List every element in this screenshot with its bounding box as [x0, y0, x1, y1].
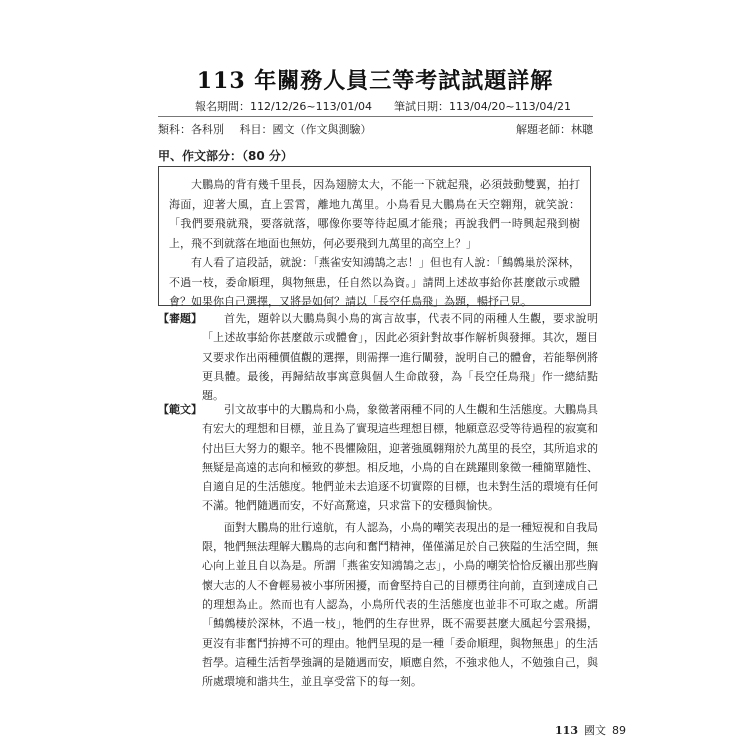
category: 類科：各科別: [158, 123, 224, 136]
prompt-paragraph: 有人看了這段話，就說：「燕雀安知鴻鵠之志！」但也有人說：「鷦鷯巢於深林，不過一枝，委命順理，與物無患，任自然以為資。」請問上述故事給你甚麼啟示或體會？如果你自己選擇，又將是如何？請以「長空任鳥飛」為題，暢抒己見。: [169, 256, 580, 308]
thesis-text: 首先，題幹以大鵬鳥與小鳥的寓言故事，代表不同的兩種人生觀，要求說明「上述故事給你甚麼啟示或體會」，因此必須針對故事作解析與發揮。其次，題目又要求作出兩種價值觀的選擇，則需擇一進行闡發，說明自己的體會，若能舉例將更具體。最後，再歸結故事寓意與個人生命啟發，為「長空任鳥飛」作一總結點題。: [202, 312, 598, 403]
prompt-paragraph: 大鵬鳥的背有幾千里長，因為翅膀太大，不能一下就起飛，必須鼓動雙翼，拍打海面，迎著大風，直上雲霄，離地九萬里。小鳥看見大鵬鳥在天空翱翔，就笑說：「我們要飛就飛，要落就落，哪像你要等待起風才能飛；再說我們一時興起飛到樹上，飛不到就落在地面也無妨，何必要飛到九萬里的高空上？」: [169, 178, 580, 250]
header-divider: [158, 116, 593, 117]
essay-label: 【範文】: [158, 403, 202, 416]
exam-meta: [158, 121, 593, 137]
page-footer: [555, 722, 626, 738]
section-title: 甲、作文部分：（80 分）: [158, 149, 293, 163]
page-title: 113 年關務人員三等考試試題詳解: [196, 68, 554, 94]
footer-series: 113: [555, 724, 578, 737]
exam-dates: [195, 98, 585, 114]
essay-paragraph: 面對大鵬鳥的壯行遠航，有人認為，小鳥的嘲笑表現出的是一種短視和自我局限，牠們無法理解大鵬鳥的志向和奮鬥精神，僅僅滿足於自己狹隘的生活空間，無心向上並且自以為是。所謂「燕雀安知鴻鵠之志」，小鳥的嘲笑恰恰反襯出那些胸懷大志的人不會輕易被小事所困擾，而會堅持自己的目標勇往向前，直到達成自己的理想為止。然而也有人認為，小鳥所代表的生活態度也並非不可取之處。所謂「鷦鷯棲於深林，不過一枝」，牠們的生存世界，既不需要甚麼大風起兮雲飛揚，更沒有非奮鬥拚搏不可的理由。牠們呈現的是一種「委命順理，與物無患」的生活哲學。這種生活哲學強調的是隨遇而安，順應自然，不強求他人，不勉強自己，與所處環境和諧共生，並且享受當下的每一刻。: [202, 520, 598, 689]
subject: 科目：國文（作文與測驗）: [239, 123, 372, 136]
footer-subject: 國文: [584, 724, 606, 737]
thesis-block: [158, 309, 598, 405]
exam-date: 筆試日期：113/04/20~113/04/21: [394, 100, 572, 113]
teacher: 解題老師：林聰: [516, 123, 593, 136]
essay-paragraph: 引文故事中的大鵬鳥和小鳥，象徵著兩種不同的人生觀和生活態度。大鵬鳥具有宏大的理想和目標，並且為了實現這些理想目標，牠願意忍受等待過程的寂寞和付出巨大努力的艱辛。牠不畏懼險阻，迎著強風翱翔於九萬里的長空，其所追求的無疑是高遠的志向和極致的夢想。相反地，小鳥的自在跳躍則象徵一種簡單隨性、自適自足的生活態度。牠們並未去追逐不切實際的目標，也未對生活的環境有任何不滿。牠們隨遇而安，不好高騖遠，只求當下的安穩與愉快。: [202, 403, 598, 513]
essay-block: [158, 400, 598, 691]
thesis-label: 【審題】: [158, 312, 202, 325]
registration-period: 報名期間：112/12/26~113/01/04: [195, 100, 373, 113]
page-number: 89: [612, 724, 626, 737]
meta-left: [158, 121, 384, 137]
prompt-box: [158, 166, 591, 306]
